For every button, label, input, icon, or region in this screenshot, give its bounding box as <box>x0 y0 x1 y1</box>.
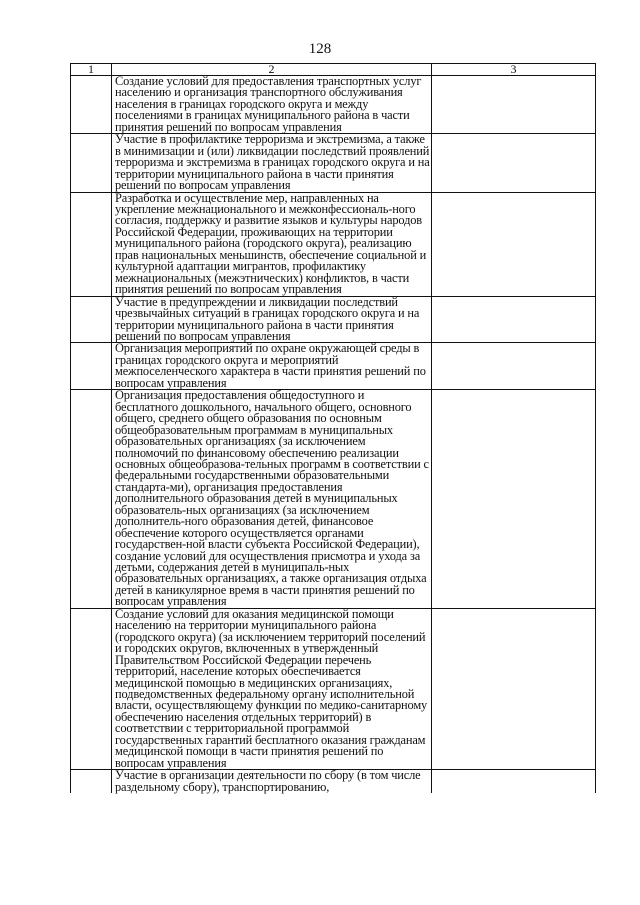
number-cell <box>71 296 112 343</box>
row-text: Организация предоставления общедоступного и бесплатного дошкольного, начального общего, основного общего, среднего общего образования по основным общеобразовательным программам в муниципальных образовательных организациях (за исключением полномочий по финансовому обеспечению реализации основных общеобразова-тельных программ в соответствии с федеральными государственными образовательными стандарта-ми), организация предоставления дополнительного образования детей в муниципальных образователь-ных организациях (за исключением дополнитель-ного образования детей, финансовое обеспечение которого осуществляется органами государствен-ной власти субъекта Российской Федерации), создание условий для осуществления присмотра и ухода за детьми, содержания детей в муниципаль-ных образовательных организациях, а также организация отдыха детей в каникулярное время в части принятия решений по вопросам управления <box>115 388 429 609</box>
table-row <box>71 296 596 343</box>
note-cell <box>432 770 596 793</box>
number-cell <box>71 343 112 390</box>
note-cell <box>432 134 596 192</box>
row-text: Участие в предупреждении и ликвидации последствий чрезвычайных ситуаций в границах городского округа и на территории муниципального района в части принятия решений по вопросам управления <box>115 294 420 343</box>
row-text: Создание условий для оказания медицинской помощи населению на территории муниципального района (городского округа) (за исключением территорий поселений и городских округов, включенных в утвержденный Правительством Российской Федерации перечень территорий, население которых обеспечивается медицинской помощью в медицинских организациях, подведомственных федеральному органу исполнительной власти, осуществляющему функции по медико-санитарному обеспечению населения отдельных территорий) в соответствии с территориальной программой государственных гарантий бесплатного оказания гражданам медицинской помощи в части принятия решений по вопросам управления <box>115 606 428 770</box>
description-cell <box>112 76 432 134</box>
row-text: Организация мероприятий по охране окружающей среды в границах городского округа и мероприятий межпоселенческого характера в части принятия решений по вопросам управления <box>115 341 426 390</box>
row-text: Создание условий для предоставления транспортных услуг населению и организация транспортного обслуживания населения в границах городского округа и между поселениями в границах муниципального района в части принятия решений по вопросам управления <box>115 74 422 134</box>
column-header-2: 2 <box>112 64 432 76</box>
table-row <box>71 134 596 192</box>
note-cell <box>432 296 596 343</box>
row-text: Разработка и осуществление мер, направленных на укрепление межнационального и межконфессиональ-ного согласия, поддержку и развитие языков и культуры народов Российской Федерации, проживающих на территории муниципального района (городского округа), реализацию прав национальных меньшинств, обеспечение социальной и культурной адаптации мигрантов, профилактику межнациональных (межэтнических) конфликтов, в части принятия решений по вопросам управления <box>115 190 427 297</box>
row-text: Участие в организации деятельности по сбору (в том числе раздельному сбору), транспортированию, <box>115 768 421 794</box>
description-cell <box>112 608 432 769</box>
number-cell <box>71 390 112 609</box>
powers-table <box>70 63 596 793</box>
description-cell <box>112 192 432 296</box>
description-cell <box>112 296 432 343</box>
number-cell <box>71 76 112 134</box>
description-cell <box>112 390 432 609</box>
table-row <box>71 76 596 134</box>
table-row <box>71 343 596 390</box>
number-cell <box>71 134 112 192</box>
number-cell <box>71 192 112 296</box>
table-row <box>71 608 596 769</box>
row-text: Участие в профилактике терроризма и экстремизма, а также в минимизации и (или) ликвидации последствий проявлений терроризма и экстремизма в границах городского округа и на территории муниципального района в части принятия решений по вопросам управления <box>115 132 430 193</box>
number-cell <box>71 608 112 769</box>
column-header-1: 1 <box>71 64 112 76</box>
table-row <box>71 192 596 296</box>
description-cell <box>112 134 432 192</box>
note-cell <box>432 390 596 609</box>
description-cell <box>112 770 432 793</box>
table-row <box>71 390 596 609</box>
note-cell <box>432 76 596 134</box>
table-row <box>71 770 596 793</box>
note-cell <box>432 608 596 769</box>
note-cell <box>432 343 596 390</box>
note-cell <box>432 192 596 296</box>
number-cell <box>71 770 112 793</box>
column-header-3: 3 <box>432 64 596 76</box>
description-cell <box>112 343 432 390</box>
page-number: 128 <box>308 41 332 57</box>
